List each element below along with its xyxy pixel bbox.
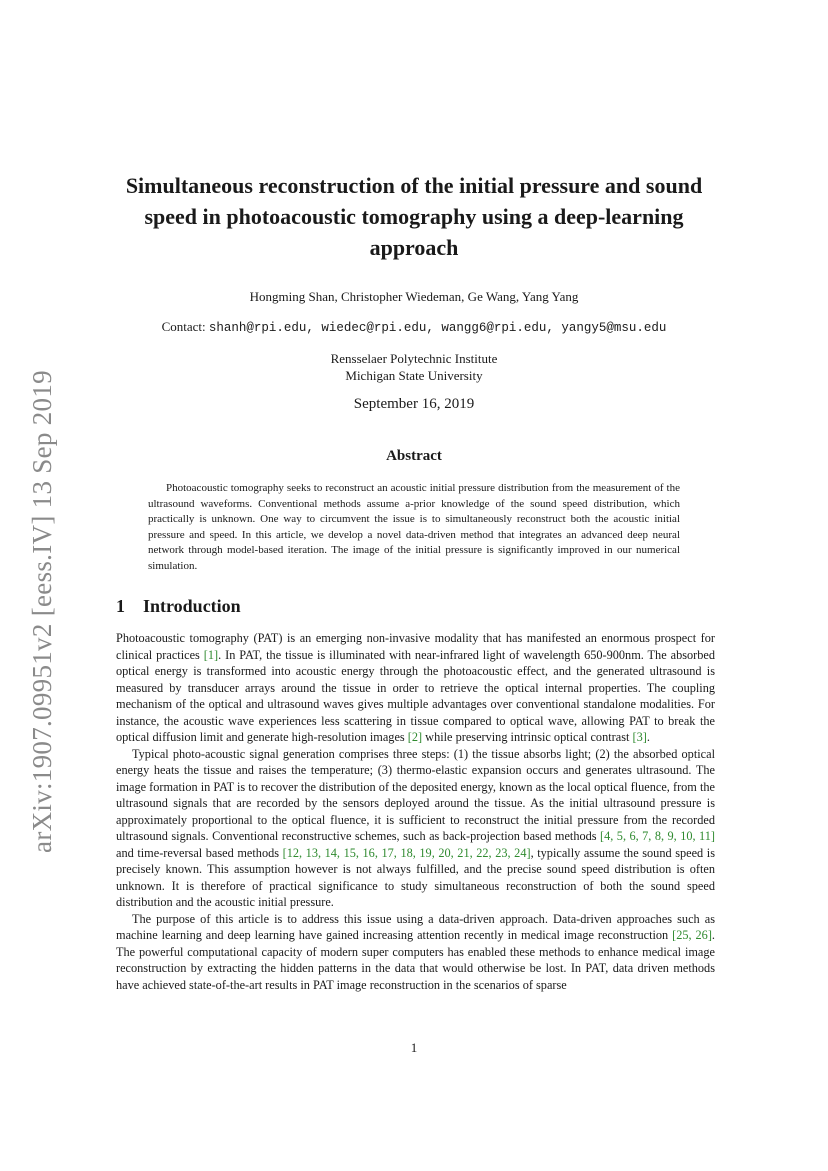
section-heading: [116, 596, 241, 617]
body-paragraph: [116, 911, 715, 994]
arxiv-identifier: arXiv:1907.09951v2 [eess.IV] 13 Sep 2019: [26, 369, 57, 853]
citation-link[interactable]: [2]: [407, 730, 423, 744]
paragraph-text: . In PAT, the tissue is illuminated with near-infrared light of wavelength 650-900nm. The absorbed optical energy is transformed into acoustic energy through the photoacoustic effect, and the generated ultrasound is measured by transducer arrays around the tissue in order to retrieve the optical internal properties. The coupling mechanism of the optical and ultrasound waves gives multiple advantages over conventional standalone modalities. For instance, the acoustic wave experiences less scattering in tissue compared to optical wave, allowing PAT to break the optical diffusion limit and generate high-resolution images: [116, 647, 715, 744]
section-number: 1: [116, 596, 125, 616]
contact-label: Contact:: [161, 319, 206, 334]
paragraph-text: .: [646, 730, 650, 744]
paragraph-text: and time-reversal based methods: [116, 845, 283, 860]
affiliation-rpi: Rensselaer Polytechnic Institute: [330, 351, 498, 366]
contact-emails[interactable]: shanh@rpi.edu, wiedec@rpi.edu, wangg6@rpi.edu, yangy5@msu.edu: [208, 321, 667, 335]
contact-line: [60, 319, 768, 335]
citation-link[interactable]: [3]: [632, 730, 647, 744]
body-paragraph: [116, 630, 715, 746]
paragraph-text: The purpose of this article is to address this issue using a data-driven approach. Data-driven approaches such as machine learning and deep learning have gained increasing attention recently in medical image reconstruction: [116, 911, 715, 942]
paragraph-text: , typically assume the sound speed is precisely known. This assumption however is not always fulfilled, and the precise sound speed distribution is often unknown. It is therefore of practical significance to study simultaneous reconstruction of both the sound speed distribution and the acoustic initial pressure.: [116, 845, 715, 909]
page-number: 1: [410, 1040, 418, 1055]
publication-date: September 16, 2019: [353, 396, 475, 412]
body-paragraph: [116, 746, 715, 911]
citation-link[interactable]: [4, 5, 6, 7, 8, 9, 10, 11]: [600, 829, 715, 843]
affiliations: [100, 350, 728, 384]
author-list: Hongming Shan, Christopher Wiedeman, Ge Wang, Yang Yang: [249, 289, 579, 304]
abstract-heading: Abstract: [386, 448, 442, 464]
citation-link[interactable]: [12, 13, 14, 15, 16, 17, 18, 19, 20, 21, 22, 23, 24]: [282, 845, 531, 860]
citation-link[interactable]: [1]: [203, 647, 219, 662]
arxiv-side-stamp: [22, 366, 62, 856]
affiliation-msu: Michigan State University: [345, 368, 483, 383]
introduction-body: [116, 630, 715, 993]
paragraph-text: Photoacoustic tomography (PAT) is an emerging non-invasive modality that has manifested an enormous prospect for clinical practices: [116, 631, 715, 662]
section-title: Introduction: [143, 596, 241, 616]
paragraph-text: . The powerful computational capacity of modern super computers has enabled these methods to enhance medical image reconstruction by extracting the hidden patterns in the data that would otherwise be lost. In PAT, data driven methods have achieved state-of-the-art results in PAT image reconstruction in the scenarios of sparse: [116, 928, 715, 992]
paper-title: Simultaneous reconstruction of the initial pressure and sound speed in photoacoustic tomography using a deep-learning approach: [125, 173, 703, 260]
paragraph-text: Typical photo-acoustic signal generation comprises three steps: (1) the tissue absorbs light; (2) the absorbed optical energy heats the tissue and raises the temperature; (3) thermo-elastic expansion occurs and generates ultrasound. The image formation in PAT is to recover the distribution of the deposited energy, known as the local optical fluence, from the ultrasound signals that are recorded by the sensors deployed around the tissue. As the initial ultrasound pressure is approximately proportional to the optical fluence, it is sufficient to reconstruct the initial pressure from the recorded ultrasound signals. Conventional reconstructive schemes, such as back-projection based methods: [116, 746, 715, 843]
abstract-text: Photoacoustic tomography seeks to reconstruct an acoustic initial pressure distribution from the measurement of the ultrasound waveforms. Conventional methods assume a-prior knowledge of the sound speed distribution, which practically is unknown. One way to circumvent the issue is to simultaneously reconstruct both the acoustic initial pressure and speed. In this article, we develop a novel data-driven method that integrates an advanced deep neural network through model-based iteration. The image of the initial pressure is significantly improved in our numerical simulation.: [148, 482, 680, 572]
paragraph-text: while preserving intrinsic optical contrast: [422, 730, 633, 744]
citation-link[interactable]: [25, 26]: [672, 928, 712, 942]
